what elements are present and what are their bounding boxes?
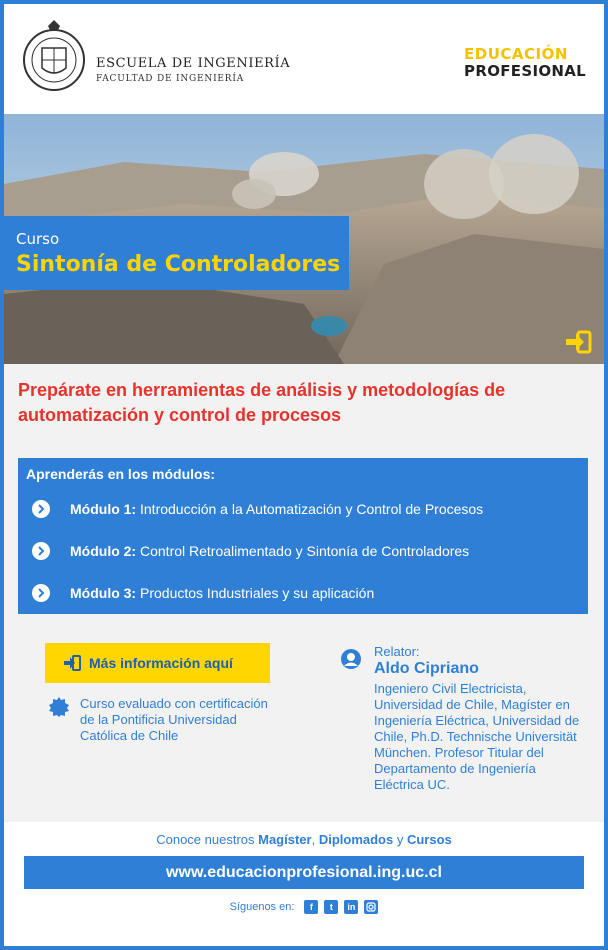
separator: , (311, 832, 319, 847)
chevron-right-circle-icon (32, 584, 50, 602)
module-text (70, 585, 374, 601)
link-diplomados[interactable]: Diplomados (318, 832, 394, 847)
module-description: Introducción a la Automatización y Control de Procesos (136, 501, 484, 517)
programs-prefix: Conoce nuestros (156, 832, 259, 847)
faculty-name: FACULTAD DE INGENIERÍA (96, 74, 245, 84)
course-label: Curso (16, 230, 60, 248)
module-item (32, 540, 469, 562)
brand-line-1: EDUCACIÓN (464, 45, 568, 63)
module-label: Módulo 2: (70, 543, 137, 559)
modules-section (4, 444, 604, 630)
module-item (32, 498, 483, 520)
user-circle-icon (340, 648, 362, 670)
module-text (70, 501, 483, 517)
modules-box (18, 458, 588, 614)
twitter-icon[interactable]: t (324, 900, 338, 914)
university-seal-icon (22, 16, 86, 104)
chevron-right-circle-icon (32, 542, 50, 560)
instagram-icon[interactable] (364, 900, 378, 914)
relator-label: Relator: (374, 644, 420, 659)
header (4, 4, 604, 114)
hero-banner[interactable] (4, 114, 604, 364)
tagline-section (4, 364, 604, 444)
linkedin-icon[interactable]: in (344, 900, 358, 914)
separator: y (393, 832, 407, 847)
course-title-box (4, 216, 349, 290)
module-text (70, 543, 469, 559)
school-name: ESCUELA DE INGENIERÍA (96, 56, 291, 71)
module-label: Módulo 1: (70, 501, 137, 517)
certification-text: Curso evaluado con certificación de la Pontificia Universidad Católica de Chile (80, 696, 268, 743)
link-cursos[interactable]: Cursos (406, 832, 452, 847)
relator-block (340, 644, 589, 793)
relator-name: Aldo Cipriano (374, 660, 479, 677)
social-bar (4, 900, 604, 914)
brand-logo (464, 46, 586, 80)
sign-in-icon[interactable] (564, 330, 592, 354)
course-title: Sintonía de Controladores (16, 252, 341, 277)
brand-line-2: PROFESIONAL (464, 62, 586, 80)
footer (4, 822, 604, 946)
sign-in-icon (63, 655, 81, 671)
module-description: Control Retroalimentado y Sintonía de Controladores (136, 543, 470, 559)
website-url: www.educacionprofesional.ing.uc.cl (166, 863, 442, 881)
module-item (32, 582, 374, 604)
link-magister[interactable]: Magíster (258, 832, 312, 847)
follow-label: Síguenos en: (229, 901, 295, 913)
info-section (4, 630, 604, 822)
module-label: Módulo 3: (70, 585, 137, 601)
modules-heading: Aprenderás en los módulos: (26, 466, 216, 482)
chevron-right-circle-icon (32, 500, 50, 518)
relator-bio: Ingeniero Civil Electricista, Universidad de Chile, Magíster en Ingeniería Eléctrica, Universidad de Chile, Ph.D. Technische Universität München. Profesor Titular del Departamento de Ingeniería Eléctrica UC. (374, 681, 580, 792)
website-link[interactable] (24, 856, 584, 889)
certificate-badge-icon (48, 696, 70, 718)
school-name-block (96, 56, 290, 84)
certification-block (48, 696, 280, 744)
programs-line (4, 832, 604, 847)
more-info-label: Más información aquí (89, 655, 233, 671)
module-description: Productos Industriales y su aplicación (136, 585, 375, 601)
more-info-button[interactable] (45, 643, 270, 683)
tagline: Prepárate en herramientas de análisis y metodologías de automatización y control de procesos (18, 380, 506, 425)
facebook-icon[interactable]: f (304, 900, 318, 914)
